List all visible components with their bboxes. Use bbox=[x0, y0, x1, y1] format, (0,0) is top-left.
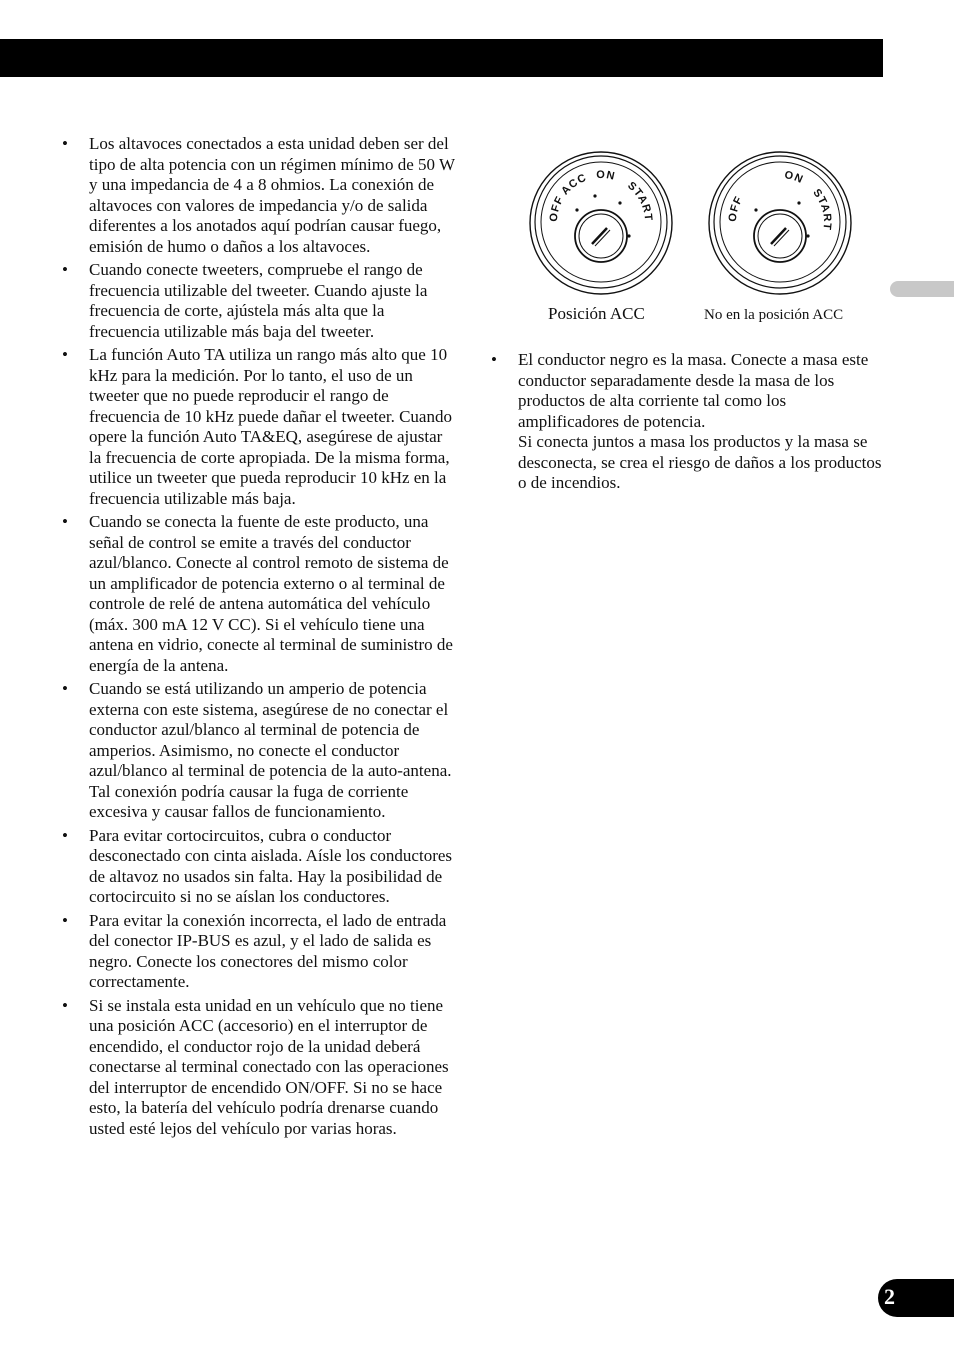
list-item: • Para evitar la conexión incorrecta, el lado de entrada del conector IP-BUS es azul, y el lado de salida es negro. Conecte los conectores del mismo color correctamente. bbox=[62, 911, 457, 993]
ignition-switch-diagram bbox=[528, 148, 862, 298]
list-item: • Los altavoces conectados a esta unidad deben ser del tipo de alta potencia con un régimen mínimo de 50 W y una impedancia de 4 a 8 ohmios. La conexión de altavoces con valores de impedancia y/o de salida diferentes a los anotados aquí podrían causar fuego, emisión de humo o daños a los altavoces. bbox=[62, 134, 457, 257]
list-item: • Cuando se está utilizando un amperio de potencia externa con este sistema, asegúrese de no conectar el conductor azul/blanco al terminal de potencia de amperios. Asimismo, no conecte el conductor azul/blanco al terminal de potencia de la auto-antena. Tal conexión podría causar la fuga de corriente excesiva y causar fallos de funcionamiento. bbox=[62, 679, 457, 823]
switch-label-off: OFF bbox=[547, 194, 567, 223]
paragraph: El conductor negro es la masa. Conecte a masa este conductor separadamente desde la masa de los productos de alta corriente tal como los amplificadores de potencia. bbox=[518, 350, 869, 431]
switch-label-start: START bbox=[625, 179, 655, 223]
list-item: • Si se instala esta unidad en un vehículo que no tiene una posición ACC (accesorio) en el interruptor de encendido, el conductor rojo de la unidad deberá conectarse al terminal conectado con las operaciones del interruptor de encendido ON/OFF. Si no se hace esto, la batería del vehículo podría drenarse cuando usted esté lejos del vehículo por varias horas. bbox=[62, 996, 457, 1140]
header-bar bbox=[0, 39, 883, 77]
list-item: • Cuando se conecta la fuente de este producto, una señal de control se emite a través del conductor azul/blanco. Conecte al control remoto de sistema de un amplificador de potencia externo o al terminal de controle de relé de antena automática del vehículo (máx. 300 mA 12 V CC). Si el vehículo tiene una antena en vidrio, conecte al terminal de suministro de energía de la antena. bbox=[62, 512, 457, 676]
switch-label-start: START bbox=[810, 186, 834, 232]
list-item: • Cuando conecte tweeters, compruebe el rango de frecuencia utilizable del tweeter. Cuando ajuste la frecuencia de corte, ajústela más alta que la frecuencia utilizable más baja del tweeter. bbox=[62, 260, 457, 342]
switch-label-off: OFF bbox=[726, 194, 746, 223]
switch-acc-position bbox=[530, 152, 672, 294]
list-item: • La función Auto TA utiliza un rango más alto que 10 kHz para la medición. Por lo tanto, el uso de un tweeter que no puede reproducir el rango de frecuencia de 10 kHz puede dañar el tweeter. Cuando opere la función Auto TA&EQ, asegúrese de ajustar la frecuencia de corte apropiada. De la misma forma, utilice un tweeter que pueda reproducir 10 kHz en la frecuencia utilizable más baja. bbox=[62, 345, 457, 509]
svg-text:OFFONSTART bbox=[727, 169, 833, 231]
caption-acc-position: Posición ACC bbox=[548, 304, 645, 323]
switch-label-acc: ACC bbox=[559, 171, 589, 198]
paragraph: Si conecta juntos a masa los productos y la masa se desconecta, se crea el riesgo de daños a los productos o de incendios. bbox=[518, 432, 882, 492]
switch-label-on: ON bbox=[596, 168, 617, 183]
section-tab bbox=[890, 281, 954, 297]
list-item: • Para evitar cortocircuitos, cubra o conductor desconectado con cinta aislada. Aísle los conductores de altavoz no usados sin falta. Hay la posibilidad de cortocircuito si no se aíslan los conductores. bbox=[62, 826, 457, 908]
list-item bbox=[491, 350, 883, 494]
page-number: 2 bbox=[884, 1284, 895, 1309]
right-bullet-list bbox=[491, 350, 883, 494]
left-bullet-list bbox=[62, 134, 457, 1139]
caption-no-acc-position: No en la posición ACC bbox=[704, 307, 844, 323]
ignition-switch-figure bbox=[528, 148, 862, 328]
switch-label-on: ON bbox=[783, 169, 806, 187]
switch-no-acc bbox=[709, 152, 851, 294]
right-column bbox=[491, 350, 883, 497]
left-column bbox=[62, 134, 457, 1142]
